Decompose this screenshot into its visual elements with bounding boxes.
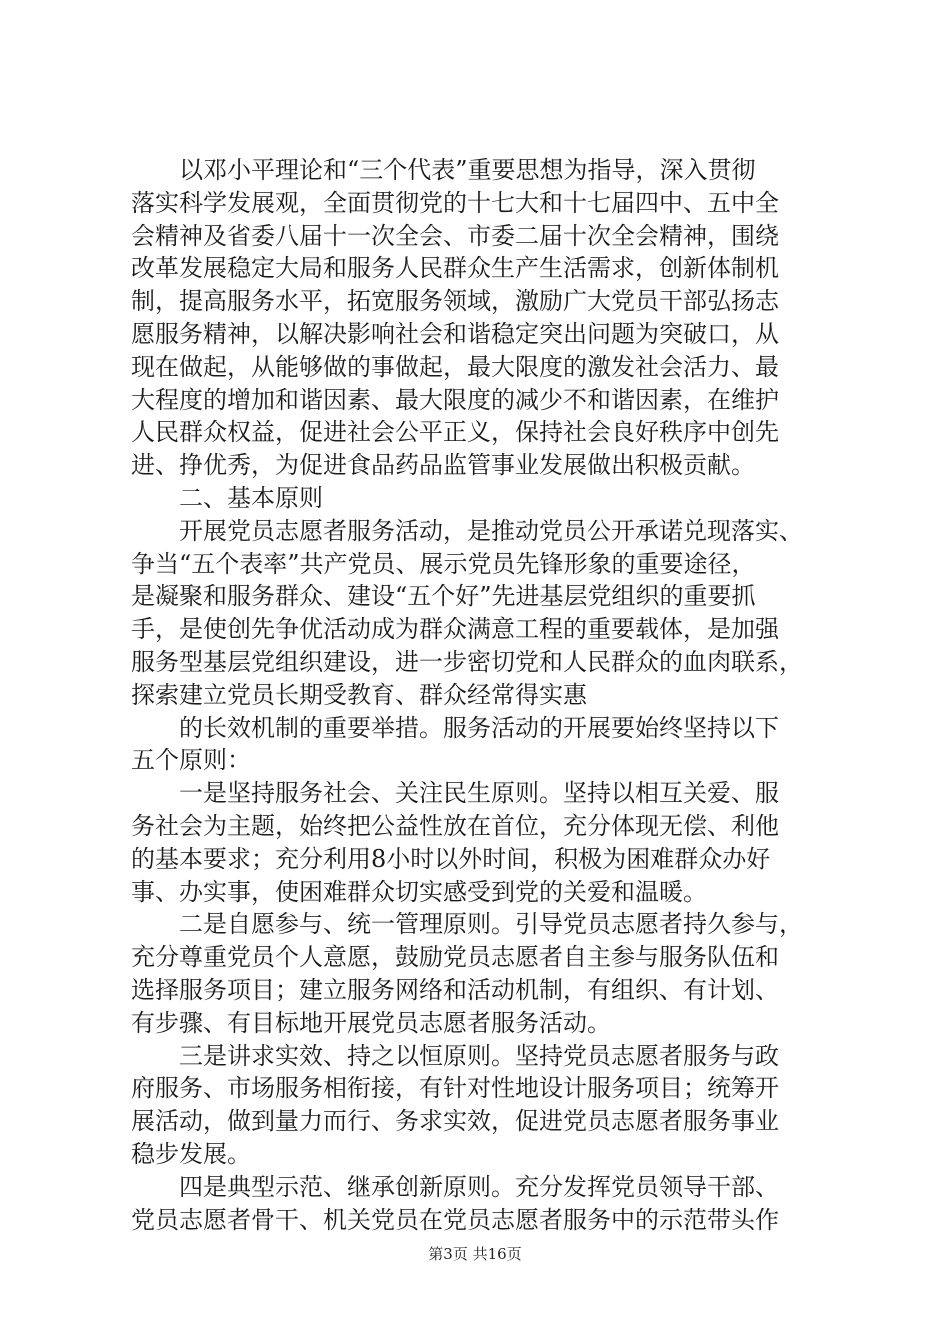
text-line: 大程度的增加和谐因素、最大限度的减少不和谐因素，在维护	[131, 385, 779, 414]
text-line: 现在做起，从能够做的事做起，最大限度的激发社会活力、最	[131, 352, 779, 381]
text-line: 愿服务精神，以解决影响社会和谐稳定突出问题为突破口，从	[131, 319, 779, 348]
text-line: 二是自愿参与、统一管理原则。引导党员志愿者持久参与，	[131, 910, 803, 939]
document-body	[131, 154, 831, 1236]
text-line: 服务型基层党组织建设，进一步密切党和人民群众的血肉联系，	[131, 647, 803, 676]
text-line: 制，提高服务水平，拓宽服务领域，激励广大党员干部弘扬志	[131, 287, 779, 316]
text-line: 手，是使创先争优活动成为群众满意工程的重要载体，是加强	[131, 615, 779, 644]
text-line: 争当“五个表率”共产党员、展示党员先锋形象的重要途径，	[131, 549, 756, 578]
text-line: 一是坚持服务社会、关注民生原则。坚持以相互关爱、服	[131, 779, 779, 808]
text-line: 务社会为主题，始终把公益性放在首位，充分体现无偿、利他	[131, 811, 779, 840]
text-line: 的长效机制的重要举措。服务活动的开展要始终坚持以下	[131, 713, 779, 742]
text-line: 探索建立党员长期受教育、群众经常得实惠	[131, 680, 587, 709]
text-line: 以邓小平理论和“三个代表”重要思想为指导，深入贯彻	[131, 156, 756, 184]
text-line: 会精神及省委八届十一次全会、市委二届十次全会精神，围绕	[131, 221, 779, 250]
text-line: 人民群众权益，促进社会公平正义，保持社会良好秩序中创先	[131, 418, 779, 447]
text-line: 改革发展稳定大局和服务人民群众生产生活需求，创新体制机	[131, 254, 779, 283]
text-line: 是凝聚和服务群众、建设“五个好”先进基层党组织的重要抓	[131, 582, 756, 611]
text-line: 府服务、市场服务相衔接，有针对性地设计服务项目；统筹开	[131, 1074, 779, 1103]
text-line: 事、办实事，使困难群众切实感受到党的关爱和温暖。	[131, 877, 707, 906]
text-line: 有步骤、有目标地开展党员志愿者服务活动。	[131, 1008, 611, 1037]
text-line: 四是典型示范、继承创新原则。充分发挥党员领导干部、	[131, 1172, 779, 1201]
text-line: 充分尊重党员个人意愿，鼓励党员志愿者自主参与服务队伍和	[131, 943, 779, 972]
text-line: 三是讲求实效、持之以恒原则。坚持党员志愿者服务与政	[131, 1041, 779, 1070]
page-number-footer: 第3页 共16页	[428, 1245, 522, 1263]
text-line: 开展党员志愿者服务活动，是推动党员公开承诺兑现落实、	[131, 516, 803, 545]
text-line: 选择服务项目；建立服务网络和活动机制，有组织、有计划、	[131, 975, 779, 1004]
text-line: 五个原则：	[131, 746, 251, 775]
text-line: 党员志愿者骨干、机关党员在党员志愿者服务中的示范带头作	[131, 1205, 779, 1234]
section-heading: 二、基本原则	[131, 483, 323, 512]
text-line: 的基本要求；充分利用8小时以外时间，积极为困难群众办好	[131, 844, 771, 873]
text-line: 落实科学发展观，全面贯彻党的十七大和十七届四中、五中全	[131, 188, 779, 217]
text-line: 展活动，做到量力而行、务求实效，促进党员志愿者服务事业	[131, 1107, 779, 1136]
text-line: 进、挣优秀，为促进食品药品监管事业发展做出积极贡献。	[131, 451, 755, 480]
text-line: 稳步发展。	[131, 1139, 251, 1168]
